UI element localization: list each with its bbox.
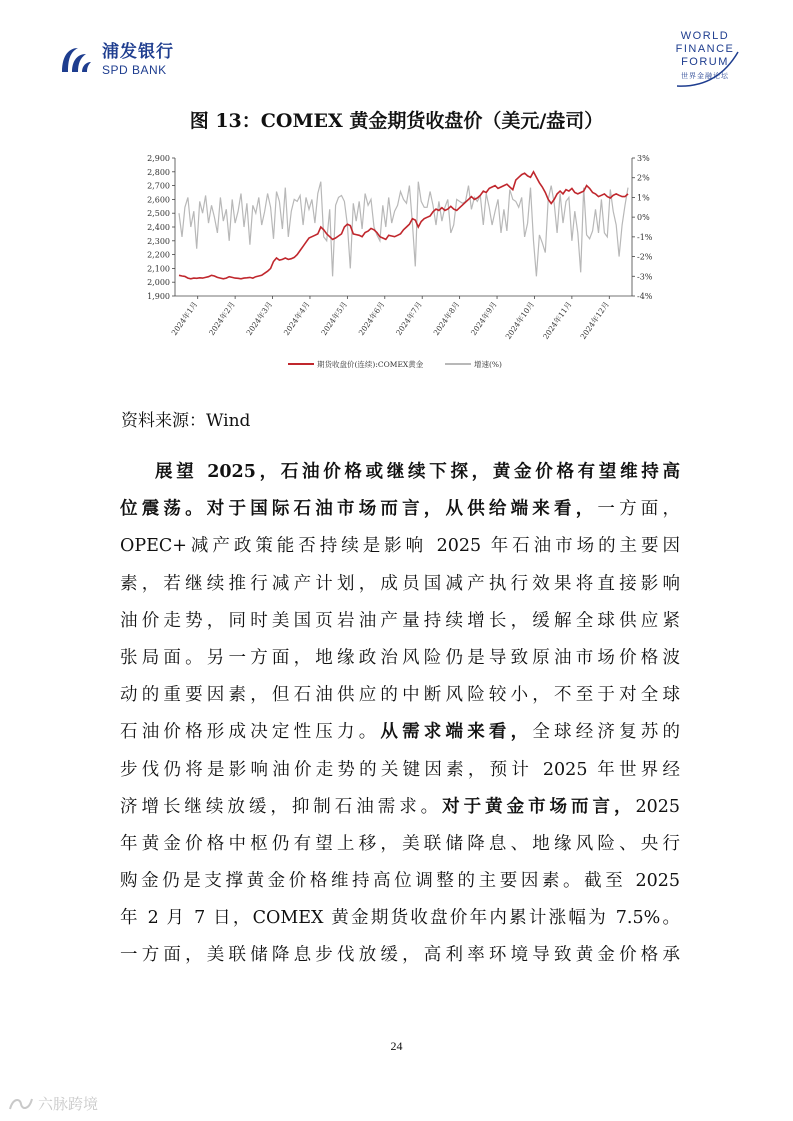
spd-logo-icon [58, 42, 94, 78]
text-segment: 油价走势，同时美国页岩油产量持续增长，缓解全球供应紧 [120, 610, 680, 631]
right-tick-label: 2% [637, 173, 650, 183]
page-header [0, 0, 793, 95]
legend-growth-label: 增速(%) [474, 360, 502, 369]
paragraph-line [120, 863, 680, 900]
x-tick-label: 2024年4月 [281, 299, 312, 337]
right-tick-label: -3% [637, 272, 653, 282]
text-segment: 一方面，美联储降息步伐放缓，高利率环境导致黄金价格承 [120, 945, 680, 966]
spd-bank-logo [58, 42, 174, 78]
left-tick-label: 1,900 [147, 292, 170, 301]
left-tick-label: 2,100 [147, 264, 170, 274]
forum-line-1: WORLD [680, 30, 730, 42]
bold-segment: 从需求端来看， [380, 722, 533, 743]
paragraph-line [120, 454, 680, 491]
x-tick-label: 2024年6月 [356, 299, 387, 337]
left-tick-label: 2,600 [147, 195, 170, 205]
x-tick-label: 2024年9月 [469, 299, 499, 337]
series-price-line [179, 172, 628, 279]
left-tick-label: 2,200 [147, 250, 170, 260]
left-tick-label: 2,000 [147, 278, 170, 288]
right-tick-label: -4% [637, 292, 653, 301]
bold-segment: 对于黄金市场而言， [442, 796, 636, 817]
paragraph-line [120, 528, 680, 565]
text-segment: 济增长继续放缓，抑制石油需求。 [120, 796, 443, 817]
x-tick-label: 2024年2月 [207, 299, 237, 337]
left-tick-label: 2,500 [147, 209, 170, 219]
watermark-text: 六脉跨境 [38, 1095, 99, 1113]
right-tick-label: 0% [637, 213, 650, 223]
figure-title: 图 13：COMEX 黄金期货收盘价（美元/盎司） [189, 110, 604, 132]
text-segment: 石油价格形成决定性压力。 [120, 722, 381, 743]
right-tick-label: -2% [637, 252, 653, 262]
x-tick-label: 2024年12月 [578, 299, 611, 341]
paragraph-line [120, 603, 680, 640]
text-segment: 步伐仍将是影响油价走势的关键因素，预计 2025 年世界经 [120, 759, 680, 780]
page-number: 24 [390, 1039, 403, 1053]
paragraph-line [120, 900, 680, 937]
text-segment: 动的重要因素，但石油供应的中断风险较小，不至于对全球 [120, 685, 680, 706]
text-segment: 一方面， [597, 499, 680, 520]
forum-arc-icon [672, 46, 742, 91]
paragraph-line [120, 752, 680, 789]
right-tick-label: 1% [637, 193, 650, 203]
right-tick-label: -1% [637, 232, 653, 242]
x-tick-label: 2024年1月 [169, 299, 200, 337]
left-tick-label: 2,400 [147, 223, 170, 232]
forum-name-cn: 世界金融论坛 [681, 73, 729, 80]
paragraph-line [120, 714, 680, 751]
paragraph-line [120, 826, 680, 863]
forum-line-3: FORUM [681, 56, 729, 68]
watermark-logo-icon [8, 1096, 34, 1112]
text-segment: 年黄金价格中枢仍有望上移，美联储降息、地缘风险、央行 [120, 833, 680, 854]
bank-name-en: SPD BANK [102, 63, 167, 77]
x-tick-label: 2024年11月 [541, 299, 574, 341]
paragraph-line [120, 491, 680, 528]
bank-name-cn: 浦发银行 [102, 42, 174, 62]
text-segment: 购金仍是支撑黄金价格维持高位调整的主要因素。截至 2025 [120, 871, 680, 892]
forum-line-2: FINANCE [675, 43, 735, 55]
x-tick-label: 2024年7月 [394, 299, 424, 337]
text-segment: 张局面。另一方面，地缘政治风险仍是导致原油市场价格波 [120, 647, 680, 668]
text-segment: 全球经济复苏的 [532, 722, 680, 743]
body-paragraph [120, 454, 680, 975]
gold-futures-chart [120, 148, 660, 378]
x-tick-label: 2024年8月 [431, 299, 462, 337]
left-tick-label: 2,900 [147, 154, 170, 163]
left-tick-label: 2,300 [147, 236, 170, 246]
watermark [8, 1093, 98, 1114]
text-segment: 素，若继续推行减产计划，成员国减产执行效果将直接影响 [120, 573, 680, 594]
paragraph-line [120, 566, 680, 603]
text-segment: OPEC+减产政策能否持续是影响 2025 年石油市场的主要因 [120, 536, 680, 557]
left-tick-label: 2,800 [147, 167, 170, 177]
paragraph-line [120, 640, 680, 677]
paragraph-line [120, 677, 680, 714]
bold-segment: 展望 2025，石油价格或继续下探，黄金价格有望维持高 [155, 462, 680, 482]
text-segment: 2025 [635, 796, 680, 817]
left-tick-label: 2,700 [147, 181, 170, 191]
x-tick-label: 2024年3月 [244, 299, 275, 337]
text-segment: 年 2 月 7 日，COMEX 黄金期货收盘价年内累计涨幅为 7.5%。 [120, 908, 680, 929]
bold-segment: 位震荡。对于国际石油市场而言，从供给端来看， [120, 499, 598, 520]
paragraph-line [120, 789, 680, 826]
source-note: 资料来源：Wind [121, 411, 251, 431]
right-tick-label: 3% [637, 154, 650, 163]
legend-price-label: 期货收盘价(连续):COMEX黄金 [317, 360, 424, 369]
paragraph-line [120, 937, 680, 974]
x-tick-label: 2024年10月 [503, 299, 537, 341]
x-tick-label: 2024年5月 [319, 299, 350, 337]
